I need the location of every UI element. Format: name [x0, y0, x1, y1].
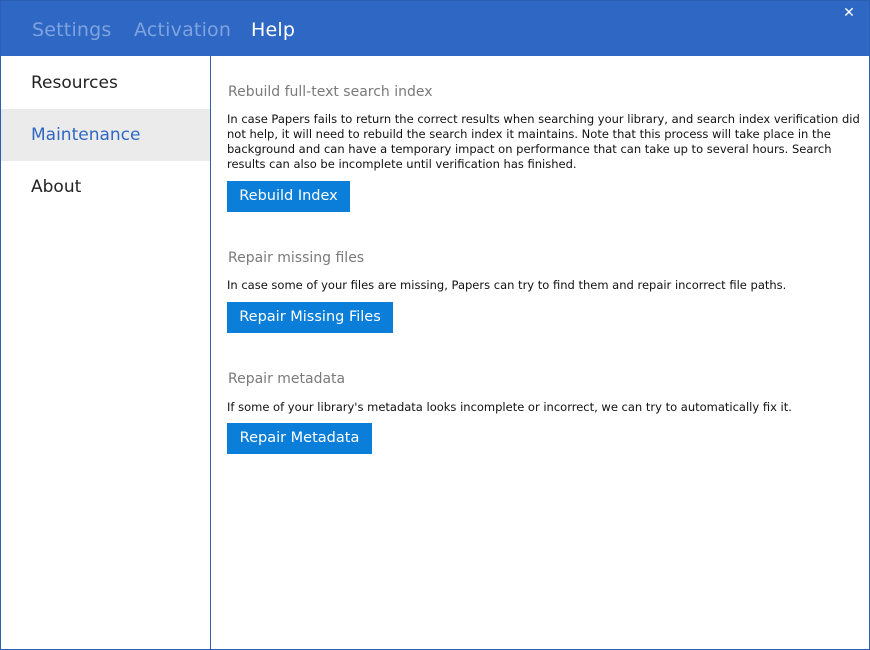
sidebar-item-maintenance[interactable] [1, 109, 210, 161]
tab-settings[interactable]: Settings [32, 19, 112, 41]
sidebar-item-label: About [31, 177, 82, 197]
repair-metadata-description: If some of your library's metadata looks incomplete or incorrect, we can try to automatically fix it. [227, 400, 792, 414]
repair-files-description: In case some of your files are missing, Papers can try to find them and repair incorrect file paths. [227, 278, 787, 292]
repair-missing-files-button[interactable]: Repair Missing Files [227, 302, 393, 333]
rebuild-index-title: Rebuild full-text search index [228, 84, 433, 100]
rebuild-index-button[interactable]: Rebuild Index [227, 181, 350, 212]
maintenance-panel [227, 56, 867, 649]
repair-metadata-title: Repair metadata [228, 371, 346, 387]
close-icon[interactable]: ✕ [843, 5, 855, 21]
title-bar [1, 1, 869, 56]
sidebar [1, 56, 211, 649]
sidebar-item-label: Maintenance [31, 125, 141, 145]
rebuild-index-description: In case Papers fails to return the correct results when searching your library, and search index verification did not help, it will need to rebuild the search index it maintains. Note that this process will take place in the background and can have a temporary impact on performance that can take up to several hours. Search results can also be incomplete until verification has finished. [227, 112, 860, 171]
tab-activation[interactable]: Activation [134, 19, 232, 41]
sidebar-item-about[interactable] [1, 161, 210, 213]
repair-metadata-button[interactable]: Repair Metadata [227, 423, 372, 454]
repair-files-title: Repair missing files [228, 250, 365, 266]
sidebar-item-resources[interactable] [1, 57, 210, 109]
sidebar-item-label: Resources [31, 73, 118, 93]
tab-help[interactable]: Help [251, 19, 296, 41]
